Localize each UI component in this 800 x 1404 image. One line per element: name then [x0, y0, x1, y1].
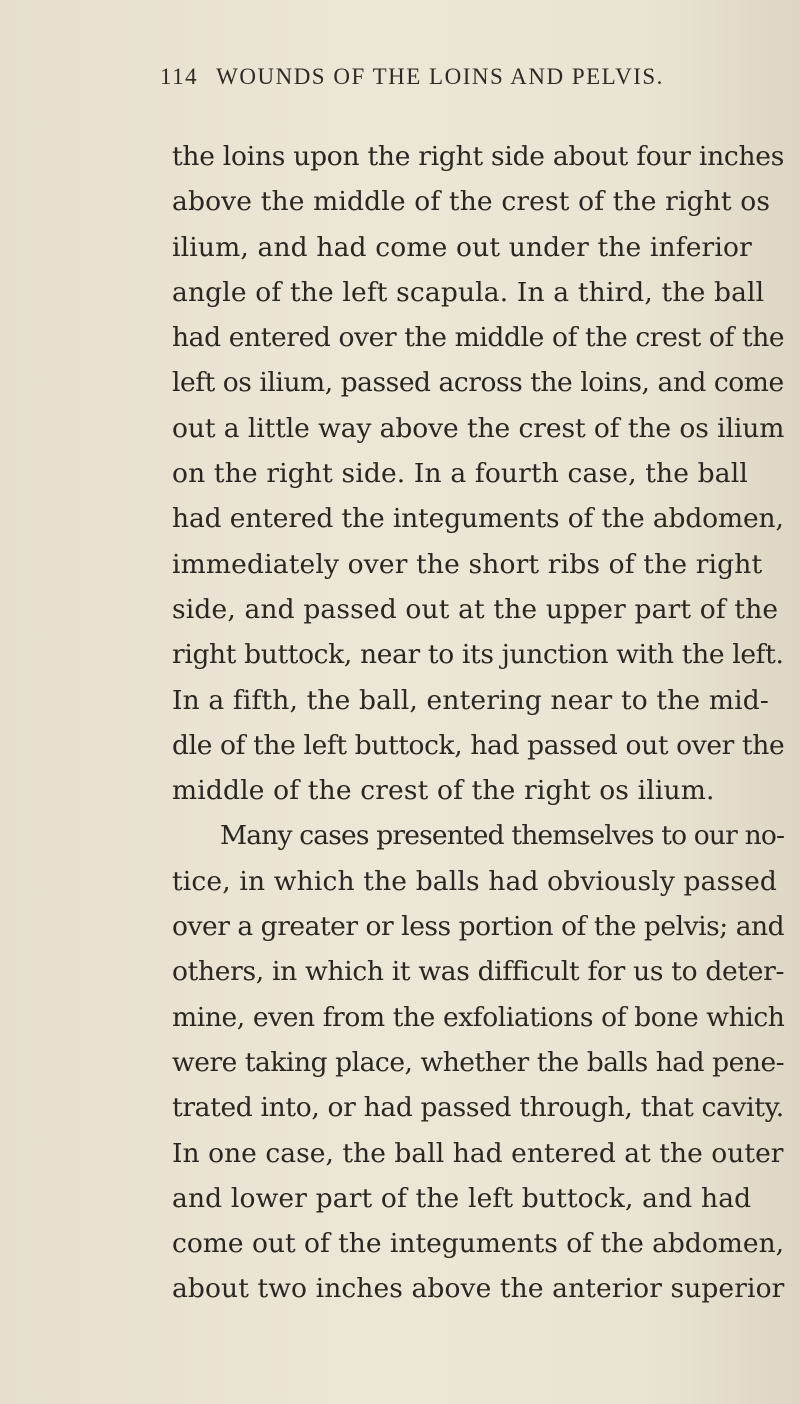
- text-line: had entered over the middle of the crest of the: [172, 322, 785, 354]
- text-line: about two inches above the anterior superior: [172, 1273, 785, 1305]
- text-line: had entered the integuments of the abdomen,: [172, 503, 784, 535]
- text-line: tice, in which the balls had obviously passed: [172, 865, 778, 897]
- text-line: Many cases presented themselves to our no-: [220, 820, 785, 852]
- text-line: middle of the crest of the right os ilium.: [172, 775, 715, 807]
- text-line: right buttock, near to its junction with the left.: [172, 639, 784, 671]
- text-line: out a little way above the crest of the os ilium: [172, 412, 785, 444]
- text-line: immediately over the short ribs of the right: [172, 548, 763, 580]
- text-line: on the right side. In a fourth case, the ball: [172, 458, 748, 490]
- text-line: the loins upon the right side about four inches: [172, 141, 785, 172]
- text-line: angle of the left scapula. In a third, the ball: [172, 276, 765, 308]
- text-line: In one case, the ball had entered at the outer: [172, 1137, 784, 1169]
- running-head: [160, 64, 720, 104]
- text-line: others, in which it was difficult for us to deter-: [172, 956, 785, 988]
- page-header-title: WOUNDS OF THE LOINS AND PELVIS.: [216, 64, 664, 89]
- text-line: mine, even from the exfoliations of bone which: [172, 1001, 785, 1033]
- text-line: and lower part of the left buttock, and had: [172, 1182, 752, 1214]
- text-line: dle of the left buttock, had passed out over the: [172, 729, 785, 761]
- text-line: over a greater or less portion of the pelvis; and: [172, 911, 785, 943]
- text-line: above the middle of the crest of the right os: [172, 186, 771, 218]
- text-line: left os ilium, passed across the loins, and come: [172, 367, 784, 399]
- text-line: side, and passed out at the upper part of the: [172, 593, 779, 625]
- text-line: were taking place, whether the balls had pene-: [172, 1046, 785, 1078]
- page-number: 114: [160, 64, 199, 89]
- text-line: ilium, and had come out under the inferior: [172, 231, 752, 263]
- text-line: In a fifth, the ball, entering near to the mid-: [172, 684, 769, 716]
- body-text: [172, 134, 792, 1312]
- text-line: come out of the integuments of the abdomen,: [172, 1228, 785, 1260]
- text-line: trated into, or had passed through, that cavity.: [172, 1092, 784, 1124]
